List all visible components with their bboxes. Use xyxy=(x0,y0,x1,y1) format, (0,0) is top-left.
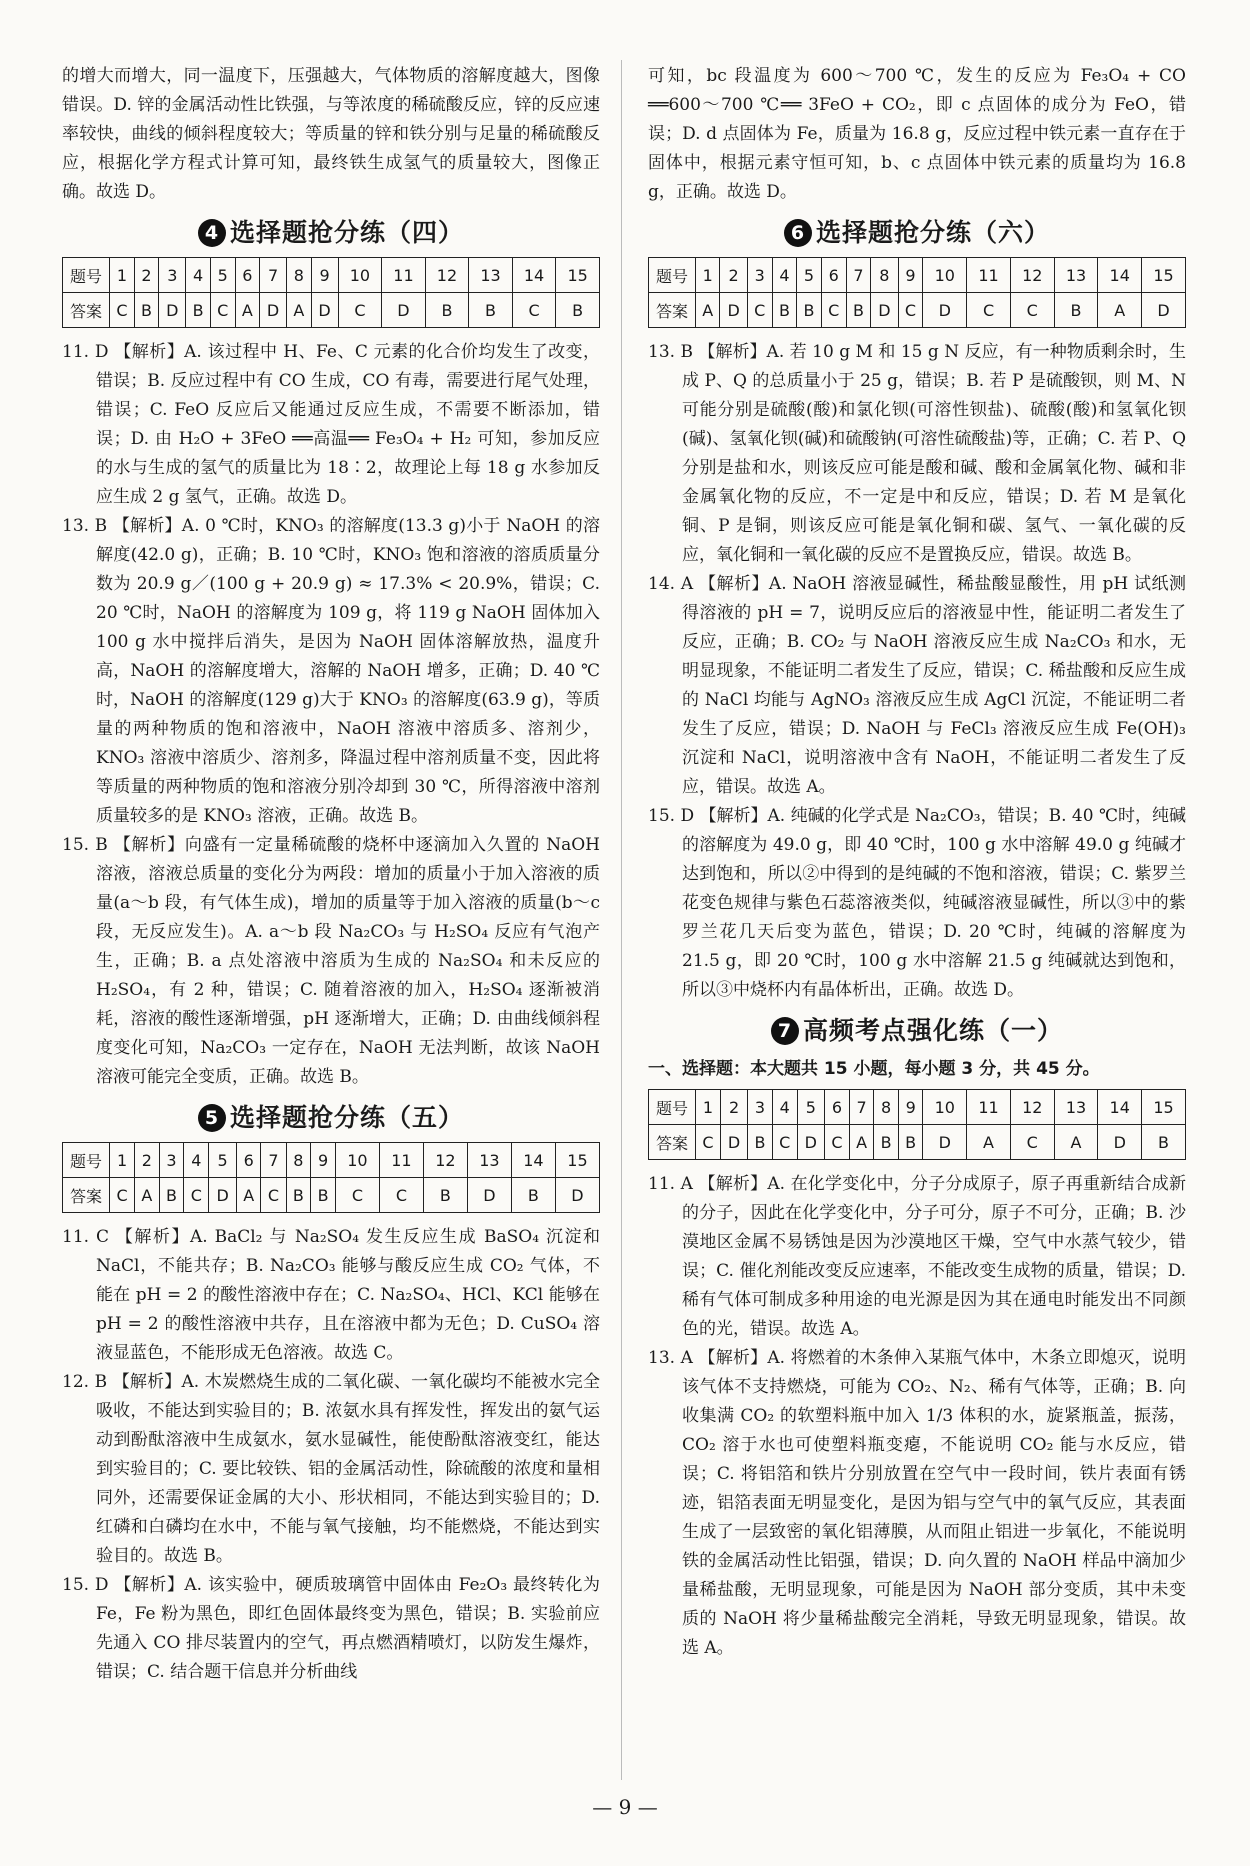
answer-table-4 xyxy=(62,257,600,328)
section-number-badge: 7 xyxy=(771,1017,799,1045)
explanation-paragraph: 13. B 【解析】A. 若 10 g M 和 15 g N 反应，有一种物质剩余时，生成 P、Q 的总质量小于 25 g，错误；B. 若 P 是硫酸钡，则 M、N 可能分别是硫酸(酸)和氯化钡(可溶性钡盐)、硫酸(酸)和氢氧化钡(碱)、氢氧化钡(碱)和硫酸钠(可溶性硫酸盐)等，正确；C. 若 P、Q 分别是盐和水，则该反应可能是酸和碱、酸和金属氧化物、碱和非金属氧化物的反应，不一定是中和反应，错误；D. 若 M 是氧化铜、P 是铜，则该反应可能是氧化铜和碳、氢气、一氧化碳的反应，氧化铜和一氧化碳的反应不是置换反应，错误。故选 B。 xyxy=(648,342,1186,565)
column-divider xyxy=(621,60,622,1780)
explanation-paragraph: 15. B 【解析】向盛有一定量稀硫酸的烧杯中逐滴加入久置的 NaOH 溶液，溶液总质量的变化分为两段：增加的质量小于加入溶液的质量(a～b 段，有气体生成)，增加的质量等于加入溶液的质量(b～c 段，无反应发生)。A. a～b 段 Na₂CO₃ 与 H₂SO₄ 反应有气泡产生，正确；B. a 点处溶液中溶质为生成的 Na₂SO₄ 和未反应的 H₂SO₄，有 2 种，错误；C. 随着溶液的加入，H₂SO₄ 逐渐被消耗，溶液的酸性逐渐增强，pH 逐渐增大，正确；D. 由曲线倾斜程度变化可知，Na₂CO₃ 一定存在，NaOH 无法判断，故该 NaOH 溶液可能完全变质，正确。故选 B。 xyxy=(62,835,600,1087)
table-answer-label: 答案 xyxy=(63,293,110,328)
table-row: 答案 C B D B C A D A D C D B B C B xyxy=(63,293,600,328)
section-number-badge: 5 xyxy=(198,1104,226,1132)
table-header-label: 题号 xyxy=(63,1143,110,1178)
explanation-paragraph: 12. B 【解析】A. 木炭燃烧生成的二氧化碳、一氧化碳均不能被水完全吸收，不能达到实验目的；B. 浓氨水具有挥发性，挥发出的氨气运动到酚酞溶液中生成氨水，氨水显碱性，能使酚酞溶液变红，能达到实验目的；C. 要比较铁、铝的金属活动性，除硫酸的浓度和量相同外，还需要保证金属的大小、形状相同，不能达到实验目的；D. 红磷和白磷均在水中，不能与氧气接触，均不能燃烧，不能达到实验目的。故选 B。 xyxy=(62,1372,600,1566)
table-answer-label: 答案 xyxy=(649,293,696,328)
table-header-label: 题号 xyxy=(63,258,110,293)
section-6-title: 6 选择题抢分练（六） xyxy=(648,213,1186,249)
explanation-paragraph: 13. A 【解析】A. 将燃着的木条伸入某瓶气体中，木条立即熄灭，说明该气体不支持燃烧，可能为 CO₂、N₂、稀有气体等，正确；B. 向收集满 CO₂ 的软塑料瓶中加入 1/3 体积的水，旋紧瓶盖，振荡，CO₂ 溶于水也可使塑料瓶变瘪，不能说明 CO₂ 能与水反应，错误；C. 将铝箔和铁片分别放置在空气中一段时间，铁片表面有锈迹，铝箔表面无明显变化，是因为铝与空气中的氧气反应，其表面生成了一层致密的氧化铝薄膜，从而阻止铝进一步氧化，不能说明铁的金属活动性比铝强，错误；D. 向久置的 NaOH 样品中滴加少量稀盐酸，无明显现象，可能是因为 NaOH 部分变质，其中未变质的 NaOH 将少量稀盐酸完全消耗，导致无明显现象，错误。故选 A。 xyxy=(648,1348,1186,1658)
table-row: 题号 1 2 3 4 5 6 7 8 9 10 11 12 13 14 15 xyxy=(63,1143,600,1178)
section-5-title: 5 选择题抢分练（五） xyxy=(62,1098,600,1134)
right-column xyxy=(648,62,1186,1663)
table-row: 题号 1 2 3 4 5 6 7 8 9 10 11 12 13 14 15 xyxy=(649,1090,1186,1125)
table-row: 题号 1 2 3 4 5 6 7 8 9 10 11 12 13 14 15 xyxy=(649,258,1186,293)
explanation-paragraph: 15. D 【解析】A. 纯碱的化学式是 Na₂CO₃，错误；B. 40 ℃时，纯碱的溶解度为 49.0 g，即 40 ℃时，100 g 水中溶解 49.0 g 纯碱才达到饱和，所以②中得到的是纯碱的不饱和溶液，错误；C. 紫罗兰花变色规律与紫色石蕊溶液类似，纯碱溶液显碱性，所以③中的紫罗兰花几天后变为蓝色，错误；D. 20 ℃时，纯碱的溶解度为 21.5 g，即 20 ℃时，100 g 水中溶解 21.5 g 纯碱就达到饱和，所以③中烧杯内有晶体析出，正确。故选 D。 xyxy=(648,806,1186,1000)
section-number-badge: 4 xyxy=(198,219,226,247)
left-continuation: 的增大而增大，同一温度下，压强越大，气体物质的溶解度越大，图像错误。D. 锌的金属活动性比铁强，与等浓度的稀硫酸反应，锌的反应速率较快，曲线的倾斜程度较大；等质量的锌和铁分别与足量的稀硫酸反应，根据化学方程式计算可知，最终铁生成氢气的质量较大，图像正确。故选 D。 xyxy=(62,66,600,202)
table-row: 答案 A D C B B C B D C D C C B A D xyxy=(649,293,1186,328)
table-row: 答案 C D B C D C A B B D A C A D B xyxy=(649,1125,1186,1160)
table-answer-label: 答案 xyxy=(63,1178,110,1213)
explanation-paragraph: 11. D 【解析】A. 该过程中 H、Fe、C 元素的化合价均发生了改变，错误；B. 反应过程中有 CO 生成，CO 有毒，需要进行尾气处理，错误；C. FeO 反应后又能通过反应生成，不需要不断添加，错误；D. 由 H₂O + 3FeO ══高温══ Fe₃O₄ + H₂ 可知，参加反应的水与生成的氢气的质量比为 18∶2，故理论上每 18 g 水参加反应生成 2 g 氢气，正确。故选 D。 xyxy=(62,342,600,507)
explanation-paragraph: 11. A 【解析】A. 在化学变化中，分子分成原子，原子再重新结合成新的分子，因此在化学变化中，分子可分，原子不可分，正确；B. 沙漠地区金属不易锈蚀是因为沙漠地区干燥，空气中水蒸气较少，错误；C. 催化剂能改变反应速率，不能改变生成物的质量，错误；D. 稀有气体可制成多种用途的电光源是因为其在通电时能发出不同颜色的光，错误。故选 A。 xyxy=(648,1174,1186,1339)
table-header-label: 题号 xyxy=(649,1090,696,1125)
left-column xyxy=(62,62,600,1687)
answer-table-7 xyxy=(648,1089,1186,1160)
answer-table-6 xyxy=(648,257,1186,328)
table-row: 题号 1 2 3 4 5 6 7 8 9 10 11 12 13 14 15 xyxy=(63,258,600,293)
table-row: 答案 C A B C D A C B B C C B D B D xyxy=(63,1178,600,1213)
right-continuation: 可知，bc 段温度为 600～700 ℃，发生的反应为 Fe₃O₄ + CO ══600～700 ℃══ 3FeO + CO₂，即 c 点固体的成分为 FeO，错误；D. d 点固体为 Fe，质量为 16.8 g，反应过程中铁元素一直存在于固体中，根据元素守恒可知，b、c 点固体中铁元素的质量均为 16.8 g，正确。故选 D。 xyxy=(648,66,1186,202)
table-header-label: 题号 xyxy=(649,258,696,293)
explanation-paragraph: 11. C 【解析】A. BaCl₂ 与 Na₂SO₄ 发生反应生成 BaSO₄ 沉淀和 NaCl，不能共存；B. Na₂CO₃ 能够与酸反应生成 CO₂ 气体，不能在 pH = 2 的酸性溶液中存在；C. Na₂SO₄、HCl、KCl 能够在 pH = 2 的酸性溶液中共存，且在溶液中都为无色；D. CuSO₄ 溶液显蓝色，不能形成无色溶液。故选 C。 xyxy=(62,1227,600,1363)
section-7-title: 7 高频考点强化练（一） xyxy=(648,1011,1186,1047)
section-number-badge: 6 xyxy=(784,219,812,247)
answer-table-5 xyxy=(62,1142,600,1213)
explanation-paragraph: 13. B 【解析】A. 0 ℃时，KNO₃ 的溶解度(13.3 g)小于 NaOH 的溶解度(42.0 g)，正确；B. 10 ℃时，KNO₃ 饱和溶液的溶质质量分数为 20.9 g／(100 g + 20.9 g) ≈ 17.3% < 20.9%，错误；C. 20 ℃时，NaOH 的溶解度为 109 g，将 119 g NaOH 固体加入 100 g 水中搅拌后消失，是因为 NaOH 固体溶解放热，温度升高，NaOH 的溶解度增大，溶解的 NaOH 增多，正确；D. 40 ℃时，NaOH 的溶解度(129 g)大于 KNO₃ 的溶解度(63.9 g)，等质量的两种物质的饱和溶液中，NaOH 溶液中溶质多、溶剂少，KNO₃ 溶液中溶质少、溶剂多，降温过程中溶剂质量不变，因此将等质量的两种物质的饱和溶液分别冷却到 30 ℃，所得溶液中溶剂质量较多的是 KNO₃ 溶液，正确。故选 B。 xyxy=(62,516,600,826)
explanation-paragraph: 15. D 【解析】A. 该实验中，硬质玻璃管中固体由 Fe₂O₃ 最终转化为 Fe，Fe 粉为黑色，即红色固体最终变为黑色，错误；B. 实验前应先通入 CO 排尽装置内的空气，再点燃酒精喷灯，以防发生爆炸，错误；C. 结合题干信息并分析曲线 xyxy=(62,1575,600,1682)
table-answer-label: 答案 xyxy=(649,1125,696,1160)
explanation-paragraph: 14. A 【解析】A. NaOH 溶液显碱性，稀盐酸显酸性，用 pH 试纸测得溶液的 pH = 7，说明反应后的溶液显中性，能证明二者发生了反应，正确；B. CO₂ 与 NaOH 溶液反应生成 Na₂CO₃ 和水，无明显现象，不能证明二者发生了反应，错误；C. 稀盐酸和反应生成的 NaCl 均能与 AgNO₃ 溶液反应生成 AgCl 沉淀，不能证明二者发生了反应，错误；D. NaOH 与 FeCl₃ 溶液反应生成 Fe(OH)₃ 沉淀和 NaCl，说明溶液中含有 NaOH，不能证明二者发生了反应，错误。故选 A。 xyxy=(648,574,1186,797)
section-7-intro: 一、选择题：本大题共 15 小题，每小题 3 分，共 45 分。 xyxy=(648,1059,1100,1079)
section-4-title: 4 选择题抢分练（四） xyxy=(62,213,600,249)
page-number: — 9 — xyxy=(592,1795,658,1819)
